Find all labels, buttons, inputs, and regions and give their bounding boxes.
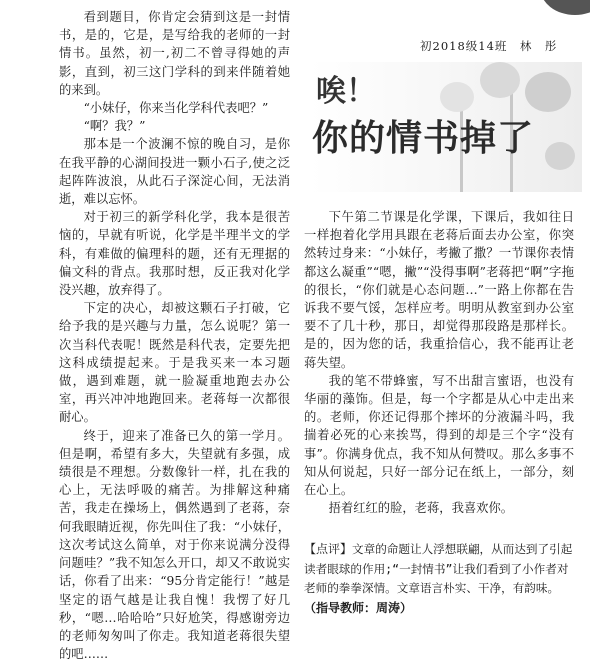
flower-decoration xyxy=(545,142,575,170)
paragraph: 下定的决心，却被这颗石子打破，它给予我的是兴趣与力量，怎么说呢？第一次当科代表呢！既然是科代表，定要先把这科成绩提起来。于是我买来一本习题做，遇到难题，就一脸凝重地跑去办公室，再兴冲冲地跑回来。老蒋每一次都很耐心。 xyxy=(59,301,290,425)
comment-label: 【点评】 xyxy=(304,542,353,556)
paragraph: 对于初三的新学科化学，我本是很苦恼的，早就有听说，化学是半理半文的学科，有难做的偏理科的题，还有无理据的偏文科的背点。我那时想，反正我对化学没兴趣，放弃得了。 xyxy=(59,210,290,298)
flower-decoration xyxy=(440,82,474,112)
corner-decoration xyxy=(540,0,590,15)
comment-text: 文章的命题让人浮想联翩，从而达到了引起读者眼球的作用;“一封情书”让我们看到了小作者对老师的拳拳深情。文章语言朴实、干净，有韵味。 xyxy=(304,542,573,595)
paragraph: 看到题目，你肯定会猜到这是一封情书，是的，它是，是写给我的老师的一封情书。虽然，初一,初二不曾寻得她的声影，直到，初三这门学科的到来伴随着她的来到。 xyxy=(59,10,290,97)
dialogue-line: “小妹仔，你来当化学科代表吧？” xyxy=(83,101,269,116)
paragraph: 捂着红红的脸，老蒋，我喜欢你。 xyxy=(328,501,514,516)
left-column xyxy=(59,8,290,663)
right-text-block xyxy=(304,208,574,517)
paragraph: 我的笔不带蜂蜜，写不出甜言蜜语，也没有华丽的藻饰。但是，每一个字都是从心中走出来的。老师，你还记得那个摔坏的分液漏斗吗，我揣着必死的心来挨骂，得到的却是三个字“没有事”。你满身优点，我不知从何赞叹。那么多事不知从何说起，只好一部分记在纸上，一部分，刻在心上。 xyxy=(304,373,574,498)
paragraph: 终于，迎来了准备已久的第一学月。但是啊，希望有多大，失望就有多强，成绩很是不理想。分数像针一样，扎在我的心上，无法呼吸的痛苦。为排解这种痛苦，我走在操场上，偶然遇到了老蒋，奈何我眼睛近视，你先叫住了我：“小妹仔，这次考试这么简单，对于你来说满分没得问题哇？”我不知怎么开口，却又不敢说实话，你看了出来：“95分肯定能行！”越是坚定的语气越是让我自愧！我愣了好几秒，“嗯…哈哈哈”只好尬笑，得感谢旁边的老师匆匆叫了你走。我知道老蒋很失望的吧…… xyxy=(59,428,290,662)
flower-decoration xyxy=(480,62,520,98)
paragraph: 那本是一个波澜不惊的晚自习，是你在我平静的心湖间投进一颗小石子,使之泛起阵阵波浪，从此石子深淀心间，无法消逝，难以忘怀。 xyxy=(59,137,290,207)
banner-title-line-2: 你的情书掉了 xyxy=(312,117,535,159)
author-byline: 初2018级14班 林 彤 xyxy=(420,39,558,53)
dialogue-line: “啊？我？” xyxy=(83,119,146,134)
paragraph: 下午第二节课是化学课，下课后，我如往日一样抱着化学用具跟在老蒋后面去办公室，你突然转过身来：“小妹仔，考撇了撒？一节课你表情都这么凝重”“嗯，撇”“没得事啊”老蒋把“啊”字拖的很长，“你们就是心态问题…”一路上你都在告诉我不要气馁，怎样应考。明明从教室到办公室要不了几十秒，那日，却觉得那段路是那样长。是的，因为您的话，我重拾信心，我不能再让老蒋失望。 xyxy=(304,210,574,370)
flower-decoration xyxy=(525,72,571,112)
comment-box xyxy=(304,540,576,618)
banner-title-line-1: 唉！ xyxy=(316,74,376,109)
title-banner xyxy=(310,62,582,192)
teacher-credit: （指导教师：周涛） xyxy=(304,600,413,615)
